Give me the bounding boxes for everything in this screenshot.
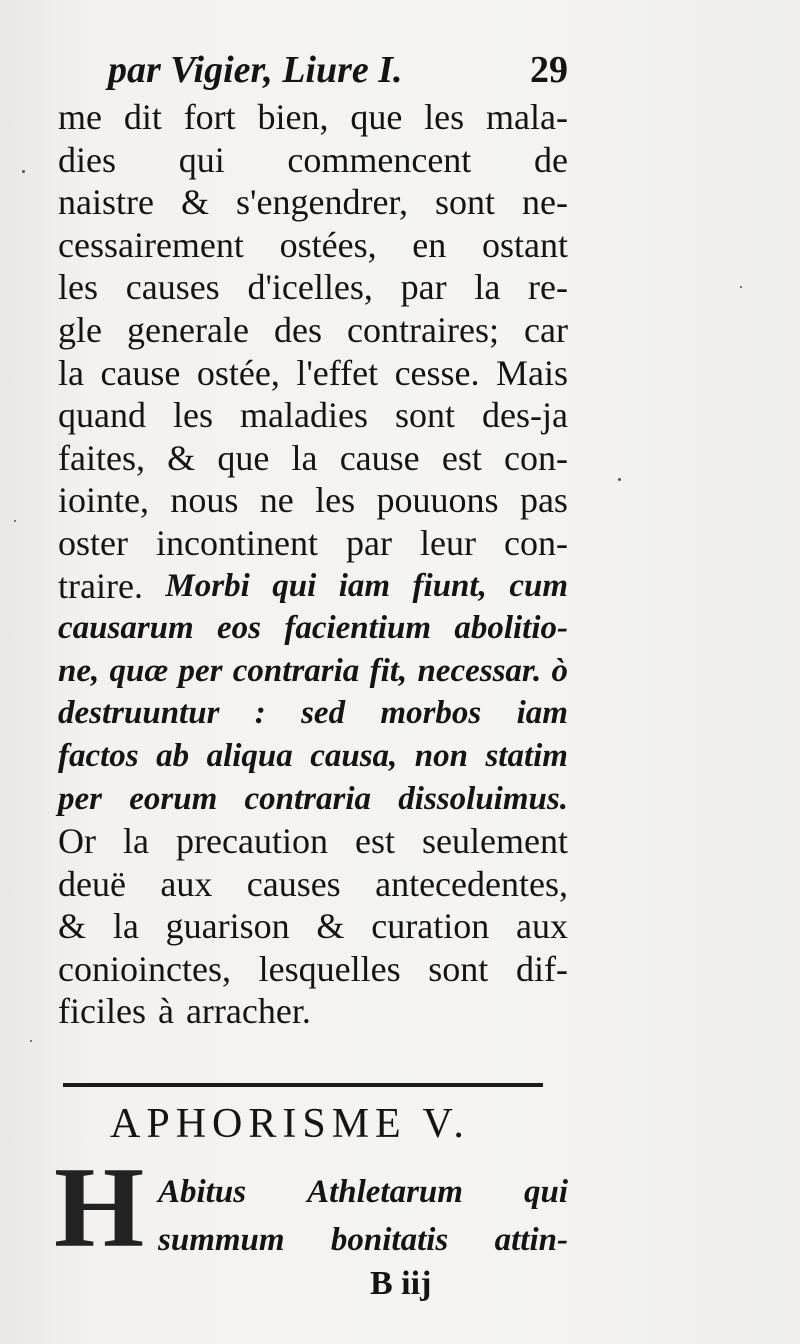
text-line <box>58 309 568 352</box>
word: aux <box>516 906 568 947</box>
word: seulement <box>422 821 568 862</box>
body-text <box>58 96 568 1033</box>
word: per <box>178 652 223 689</box>
ink-speck <box>618 478 621 481</box>
text-line <box>58 990 568 1033</box>
word: arracher. <box>185 991 311 1032</box>
word: cause <box>339 437 420 478</box>
text-line <box>58 352 568 395</box>
word: contraria <box>232 652 360 689</box>
word: mala- <box>486 97 568 137</box>
word: non <box>414 737 468 774</box>
word: par <box>400 267 447 308</box>
aphorism-line <box>158 1216 568 1264</box>
word: les <box>173 395 213 436</box>
word: des-ja <box>482 395 568 436</box>
word: eorum <box>129 780 218 817</box>
word: cessairement <box>58 224 244 265</box>
word: que <box>217 437 270 478</box>
word: cum <box>509 567 568 604</box>
word: les <box>58 267 98 308</box>
word: ne- <box>522 182 568 223</box>
word: sont <box>435 182 496 223</box>
text-line <box>58 96 568 139</box>
word: per <box>58 780 102 817</box>
word: l'effet <box>296 352 379 393</box>
word: cesse. <box>394 352 480 393</box>
word: ne, <box>58 652 100 689</box>
signature-mark: B iij <box>370 1265 432 1302</box>
aphorism-text <box>158 1168 568 1264</box>
word: eos <box>217 610 262 647</box>
word: qui <box>272 567 317 604</box>
word: la <box>291 437 318 478</box>
word: me <box>58 97 102 137</box>
text-line <box>58 692 568 735</box>
drop-cap-letter: H <box>54 1144 145 1272</box>
word: qui <box>178 139 225 180</box>
aphorism-line <box>158 1168 568 1216</box>
ink-speck <box>740 286 742 288</box>
word: summum <box>158 1222 285 1258</box>
word: sont <box>428 948 489 989</box>
word: ab <box>156 737 190 774</box>
word: aliqua <box>206 737 293 774</box>
text-line <box>58 863 568 906</box>
word: traire. <box>58 565 143 606</box>
word: re- <box>528 267 568 308</box>
word: : <box>254 695 266 732</box>
word: ostant <box>481 224 568 265</box>
text-line <box>58 820 568 863</box>
word: pouuons <box>376 480 499 521</box>
text-line <box>58 948 568 991</box>
word: & <box>58 906 87 947</box>
text-line <box>58 181 568 224</box>
word: dif- <box>516 948 568 989</box>
text-line <box>58 607 568 650</box>
word: antecedentes, <box>375 863 568 904</box>
text-line <box>58 139 568 182</box>
text-line <box>58 224 568 267</box>
text-line <box>58 565 568 608</box>
word: la <box>58 352 84 393</box>
word: maladies <box>240 395 368 436</box>
word: pas <box>519 480 568 521</box>
word: iam <box>516 695 568 732</box>
word: les <box>424 97 465 137</box>
word: est <box>441 437 482 478</box>
word: incontinent <box>156 522 318 563</box>
word: & <box>180 182 209 223</box>
word: deuë <box>58 863 126 904</box>
word: dies <box>58 139 116 180</box>
word: oster <box>58 522 128 563</box>
text-line <box>58 437 568 480</box>
ink-speck <box>22 170 25 173</box>
word: sed <box>301 695 346 732</box>
word: factos <box>58 737 139 774</box>
word: fit, <box>369 652 408 689</box>
word: statim <box>485 737 568 774</box>
word: des <box>273 309 322 350</box>
word: quæ <box>109 652 169 689</box>
section-title: APHORISME V. <box>110 1101 470 1147</box>
section-divider-rule <box>63 1083 543 1087</box>
word: iam <box>338 567 391 604</box>
running-title: par Vigier, Liure I. <box>108 49 403 91</box>
word: s'engendrer, <box>236 182 408 223</box>
word: bonitatis <box>330 1222 449 1258</box>
word: par <box>346 522 392 563</box>
word: naistre <box>58 182 154 223</box>
word: les <box>315 480 356 521</box>
word: abolitio- <box>454 610 568 647</box>
word: qui <box>523 1174 568 1210</box>
word: bien, <box>257 97 329 137</box>
word: iointe, <box>58 480 149 521</box>
word: fort <box>183 97 236 137</box>
word: Mais <box>496 352 568 393</box>
running-header <box>108 44 568 96</box>
text-line <box>58 650 568 693</box>
word: Abitus <box>158 1174 247 1210</box>
text-line <box>58 479 568 522</box>
word: ostées, <box>279 224 377 265</box>
word: ne <box>259 480 294 521</box>
word: contraria <box>244 780 372 817</box>
text-line <box>58 778 568 821</box>
word: causarum <box>58 610 194 647</box>
word: contraires; <box>347 309 499 350</box>
word: commencent <box>287 139 472 180</box>
text-line <box>58 394 568 437</box>
word: con- <box>504 437 568 478</box>
word: cause <box>100 352 181 393</box>
word: que <box>350 97 403 137</box>
word: ficiles <box>58 991 146 1032</box>
word: generale <box>127 309 249 350</box>
word: la <box>474 267 501 308</box>
word: à <box>157 991 174 1032</box>
word: & <box>167 437 196 478</box>
word: causa, <box>310 737 398 774</box>
word: d'icelles, <box>247 267 373 308</box>
word: est <box>355 821 396 862</box>
word: precaution <box>176 821 328 862</box>
word: Morbi <box>165 567 250 604</box>
word: causes <box>125 267 220 308</box>
word: Athletarum <box>307 1174 463 1210</box>
word: fiunt, <box>412 567 487 604</box>
word: destruuntur <box>58 695 220 732</box>
word: necessar. <box>417 652 542 689</box>
word: curation <box>371 906 490 947</box>
ink-speck <box>14 520 16 522</box>
word: quand <box>58 395 146 436</box>
word: conioinctes, <box>58 948 231 989</box>
word: la <box>123 821 150 862</box>
word: car <box>524 309 568 350</box>
word: guarison <box>165 906 290 947</box>
word: nous <box>170 480 239 521</box>
word: morbos <box>380 695 482 732</box>
word: causes <box>246 863 341 904</box>
text-line <box>58 266 568 309</box>
word: Or <box>58 821 96 862</box>
word: ò <box>551 652 568 689</box>
text-line <box>58 735 568 778</box>
ink-speck <box>30 1040 32 1042</box>
word: gle <box>58 309 102 350</box>
text-line <box>58 905 568 948</box>
word: faites, <box>58 437 145 478</box>
word: attin- <box>494 1222 568 1258</box>
word: de <box>534 139 568 180</box>
word: ostée, <box>196 352 280 393</box>
word: en <box>412 224 447 265</box>
word: con- <box>504 522 568 563</box>
word: dit <box>123 97 162 137</box>
word: aux <box>160 863 213 904</box>
word: sont <box>394 395 455 436</box>
word: lesquelles <box>258 948 401 989</box>
text-line <box>58 522 568 565</box>
page-number: 29 <box>530 49 568 91</box>
word: & <box>316 906 345 947</box>
word: dissoluimus. <box>398 780 568 817</box>
word: facientium <box>284 610 432 647</box>
word: la <box>112 906 139 947</box>
word: leur <box>420 522 476 563</box>
